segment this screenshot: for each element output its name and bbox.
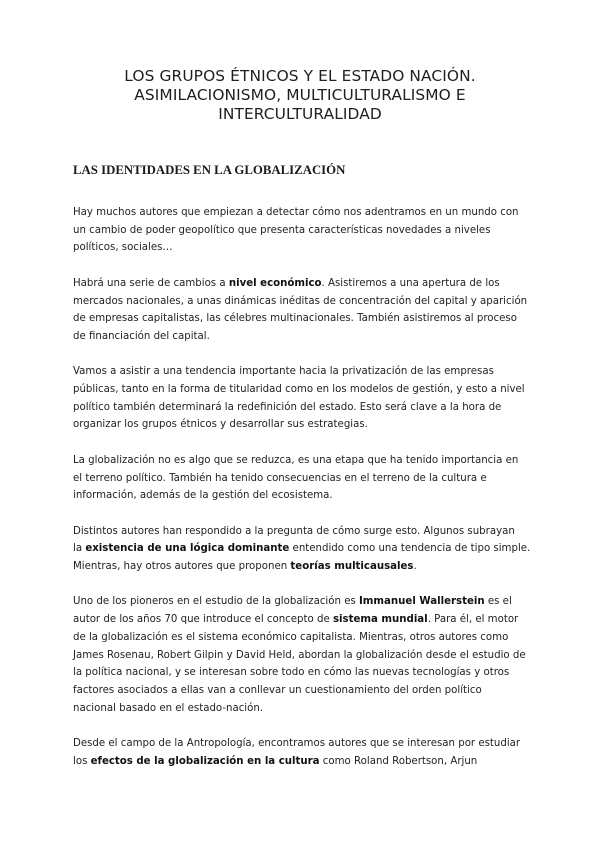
document-title: [60, 67, 540, 124]
text-line: de empresas capitalistas, las célebres multinacionales. También asistiremos al proceso: [73, 313, 517, 325]
text-run: Mientras, hay otros autores que proponen: [73, 561, 291, 572]
bold-term: Immanuel Wallerstein: [359, 596, 485, 608]
text-line: información, además de la gestión del ecosistema.: [73, 490, 333, 502]
paragraph-3: [73, 363, 535, 434]
text-line: organizar los grupos étnicos y desarrollar sus estrategias.: [73, 419, 368, 431]
text-line: James Rosenau, Robert Gilpin y David Held, abordan la globalización desde el estudio de: [73, 649, 526, 661]
text-line: [73, 611, 535, 629]
text-line: Distintos autores han respondido a la pregunta de cómo surge esto. Algunos subrayan: [73, 525, 515, 537]
paragraph-7: [73, 735, 535, 770]
text-line: la política nacional, y se interesan sobre todo en cómo las nuevas tecnologías y otros: [73, 667, 510, 679]
text-line: La globalización no es algo que se reduzca, es una etapa que ha tenido importancia en: [73, 454, 519, 466]
text-line: [73, 558, 535, 576]
title-line: INTERCULTURALIDAD: [218, 105, 382, 123]
text-run: autor de los años 70 que introduce el concepto de: [73, 614, 333, 626]
bold-term: efectos de la globalización en la cultura: [90, 755, 320, 767]
text-line: [73, 275, 535, 293]
paragraph-1: [73, 204, 535, 257]
text-line: factores asociados a ellas van a conllevar un cuestionamiento del orden político: [73, 684, 482, 696]
bold-term: existencia de una lógica dominante: [85, 543, 290, 555]
text-line: políticos, sociales…: [73, 242, 173, 254]
text-run: entendido como una tendencia de tipo simple.: [289, 543, 531, 555]
text-line: Vamos a asistir a una tendencia importante hacia la privatización de las empresas: [73, 366, 494, 378]
text-line: [73, 540, 535, 558]
paragraph-6: [73, 593, 535, 717]
text-run: .: [413, 561, 417, 572]
paragraph-4: [73, 452, 535, 505]
text-line: públicas, tanto en la forma de titularidad como en los modelos de gestión, y esto a nivel: [73, 384, 525, 395]
text-line: nacional basado en el estado-nación.: [73, 702, 264, 714]
title-line: ASIMILACIONISMO, MULTICULTURALISMO E: [134, 86, 466, 104]
text-run: es el: [484, 596, 512, 608]
text-line: de financiación del capital.: [73, 330, 210, 342]
text-run: la: [73, 543, 86, 555]
text-line: Hay muchos autores que empiezan a detectar cómo nos adentramos en un mundo con: [73, 207, 519, 218]
text-run: . Para él, el motor: [427, 614, 519, 626]
text-line: de la globalización es el sistema económico capitalista. Mientras, otros autores como: [73, 631, 509, 643]
text-line: Desde el campo de la Antropología, encontramos autores que se interesan por estudiar: [73, 738, 521, 749]
paragraph-2: [73, 275, 535, 346]
text-run: como Roland Robertson, Arjun: [319, 755, 478, 767]
text-line: [73, 753, 535, 771]
text-run: . Asistiremos a una apertura de los: [321, 277, 500, 289]
bold-term: nivel económico: [228, 277, 322, 289]
text-line: el terreno político. También ha tenido consecuencias en el terreno de la cultura e: [73, 472, 487, 484]
text-line: mercados nacionales, a unas dinámicas inéditas de concentración del capital y aparición: [73, 295, 528, 307]
text-run: Uno de los pioneros en el estudio de la globalización es: [73, 596, 360, 608]
bold-term: sistema mundial: [332, 614, 428, 626]
paragraph-5: [73, 523, 535, 576]
title-line: LOS GRUPOS ÉTNICOS Y EL ESTADO NACIÓN.: [124, 67, 476, 85]
section-heading: LAS IDENTIDADES EN LA GLOBALIZACIÓN: [73, 163, 346, 177]
bold-term: teorías multicausales: [290, 561, 414, 572]
body-text: [73, 204, 535, 788]
text-line: político también determinará la redefinición del estado. Esto será clave a la hora de: [73, 401, 502, 413]
text-line: [73, 593, 535, 611]
text-run: Habrá una serie de cambios a: [73, 277, 229, 289]
text-line: un cambio de poder geopolítico que presenta características novedades a niveles: [73, 224, 491, 236]
text-run: los: [73, 755, 91, 767]
